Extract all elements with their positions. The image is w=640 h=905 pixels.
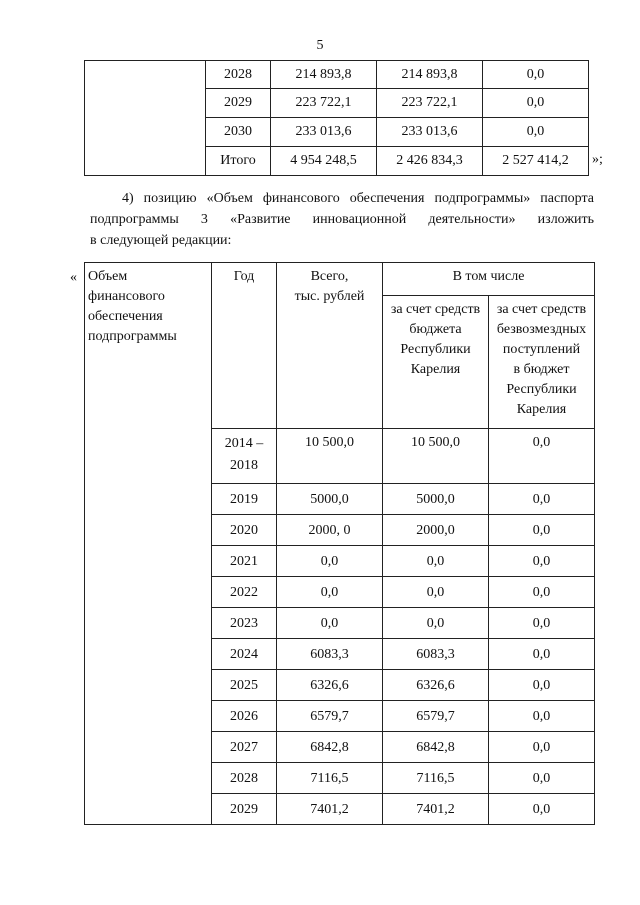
total-cell: 0,0	[277, 608, 383, 639]
grants-cell: 2 527 414,2	[483, 147, 589, 176]
budget-cell: 6579,7	[383, 701, 489, 732]
year-cell: 2020	[212, 515, 277, 546]
total-cell: 4 954 248,5	[271, 147, 377, 176]
year-cell: 2014 – 2018	[212, 429, 277, 484]
grants-cell: 0,0	[489, 670, 595, 701]
funding-table-continued-body	[85, 61, 589, 176]
grants-cell: 0,0	[489, 794, 595, 825]
table-row	[85, 61, 589, 89]
year-cell: 2027	[212, 732, 277, 763]
budget-cell: 233 013,6	[377, 118, 483, 147]
year-cell: 2022	[212, 577, 277, 608]
budget-cell: 0,0	[383, 577, 489, 608]
header-total: Всего, тыс. рублей	[277, 263, 383, 429]
paragraph-line: подпрограммы 3 «Развитие инновационной деятельности» изложить	[90, 212, 594, 227]
table-header-row	[85, 263, 595, 296]
budget-cell: 7116,5	[383, 763, 489, 794]
grants-cell: 0,0	[483, 61, 589, 89]
year-cell: 2030	[206, 118, 271, 147]
budget-cell: 6326,6	[383, 670, 489, 701]
page-number: 5	[316, 38, 324, 53]
year-cell: 2023	[212, 608, 277, 639]
header-year: Год	[212, 263, 277, 429]
budget-cell: 6842,8	[383, 732, 489, 763]
header-budget: за счет средств бюджета Республики Карелия	[383, 296, 489, 429]
grants-cell: 0,0	[489, 515, 595, 546]
grants-cell: 0,0	[489, 484, 595, 515]
year-cell: 2029	[212, 794, 277, 825]
label-cell	[85, 61, 206, 176]
total-cell: 223 722,1	[271, 89, 377, 118]
total-cell: 6083,3	[277, 639, 383, 670]
year-cell: 2028	[206, 61, 271, 89]
funding-table-body	[85, 263, 595, 825]
budget-cell: 5000,0	[383, 484, 489, 515]
total-cell: 10 500,0	[277, 429, 383, 484]
grants-cell: 0,0	[489, 608, 595, 639]
budget-cell: 7401,2	[383, 794, 489, 825]
row-label: Объем финансового обеспечения подпрограммы	[85, 263, 212, 825]
paragraph-line: 4) позицию «Объем финансового обеспечения подпрограммы» паспорта	[122, 191, 594, 206]
total-cell: 7116,5	[277, 763, 383, 794]
budget-cell: 10 500,0	[383, 429, 489, 484]
total-cell: 6579,7	[277, 701, 383, 732]
budget-cell: 6083,3	[383, 639, 489, 670]
header-including: В том числе	[383, 263, 595, 296]
funding-table-continued	[84, 60, 589, 176]
grants-cell: 0,0	[489, 546, 595, 577]
total-cell: 2000, 0	[277, 515, 383, 546]
year-cell: 2025	[212, 670, 277, 701]
year-cell: 2029	[206, 89, 271, 118]
total-cell: 7401,2	[277, 794, 383, 825]
year-cell: 2024	[212, 639, 277, 670]
funding-table-subprogram-3	[84, 262, 595, 825]
total-cell: 0,0	[277, 546, 383, 577]
budget-cell: 0,0	[383, 546, 489, 577]
paragraph-line: в следующей редакции:	[90, 233, 232, 248]
grants-cell: 0,0	[489, 763, 595, 794]
grants-cell: 0,0	[489, 701, 595, 732]
opening-quote-mark: «	[70, 270, 77, 285]
grants-cell: 0,0	[489, 577, 595, 608]
grants-cell: 0,0	[489, 732, 595, 763]
grants-cell: 0,0	[489, 639, 595, 670]
year-cell: Итого	[206, 147, 271, 176]
grants-cell: 0,0	[489, 429, 595, 484]
instruction-paragraph	[90, 188, 594, 251]
year-cell: 2026	[212, 701, 277, 732]
year-cell: 2021	[212, 546, 277, 577]
budget-cell: 214 893,8	[377, 61, 483, 89]
grants-cell: 0,0	[483, 118, 589, 147]
total-cell: 6326,6	[277, 670, 383, 701]
closing-quote-mark: »;	[592, 152, 603, 167]
total-cell: 0,0	[277, 577, 383, 608]
year-cell: 2019	[212, 484, 277, 515]
budget-cell: 223 722,1	[377, 89, 483, 118]
total-cell: 6842,8	[277, 732, 383, 763]
budget-cell: 2000,0	[383, 515, 489, 546]
header-grants: за счет средств безвозмездных поступлений в бюджет Республики Карелия	[489, 296, 595, 429]
total-cell: 214 893,8	[271, 61, 377, 89]
total-cell: 5000,0	[277, 484, 383, 515]
grants-cell: 0,0	[483, 89, 589, 118]
budget-cell: 0,0	[383, 608, 489, 639]
total-cell: 233 013,6	[271, 118, 377, 147]
year-cell: 2028	[212, 763, 277, 794]
budget-cell: 2 426 834,3	[377, 147, 483, 176]
